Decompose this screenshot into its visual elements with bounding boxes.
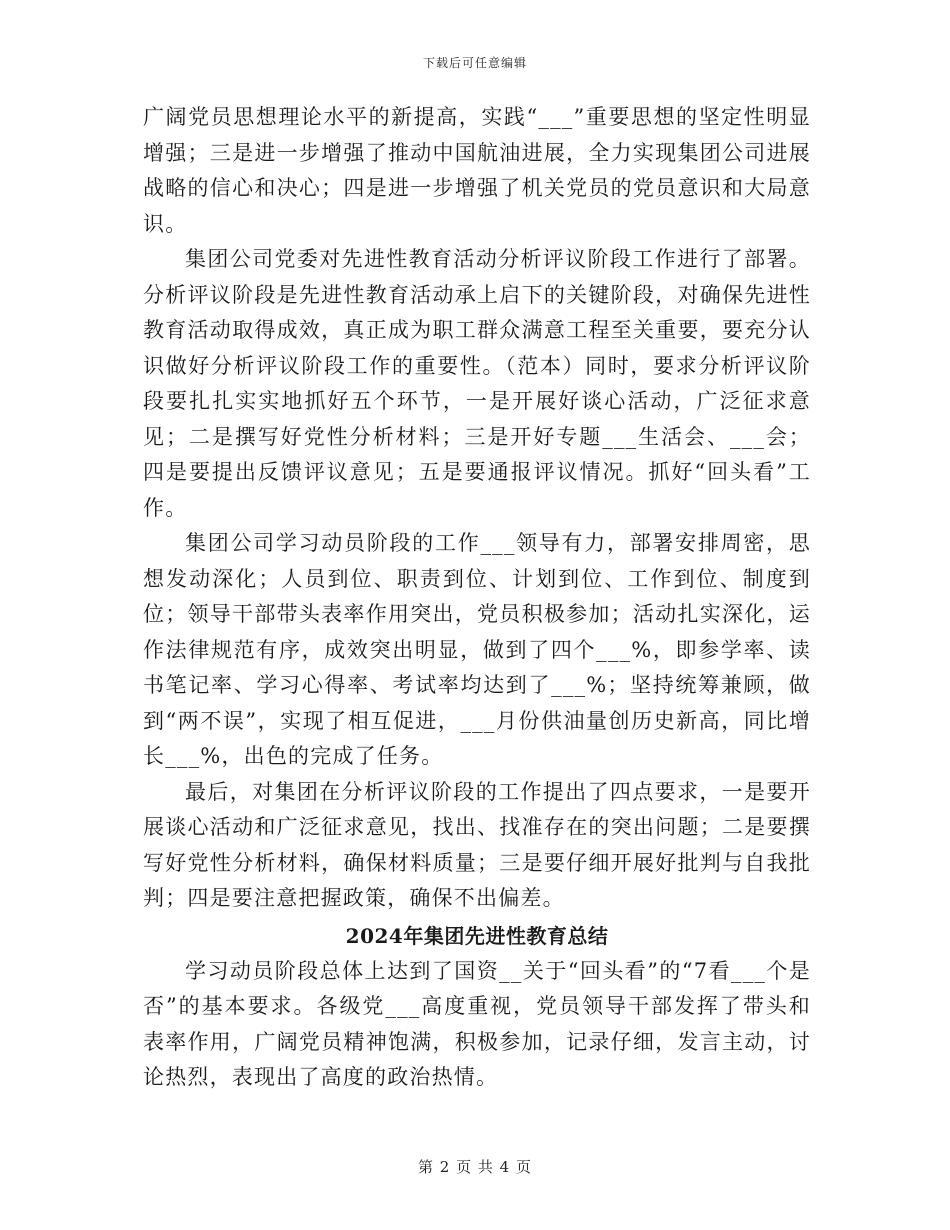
body-paragraph: 集团公司党委对先进性教育活动分析评议阶段工作进行了部署。分析评议阶段是先进性教育活动承上启下的关键阶段，对确保先进性教育活动取得成效，真正成为职工群众满意工程至关重要，要充分认识做好分析评议阶段工作的重要性。（范本）同时，要求分析评议阶段要扎扎实实地抓好五个环节，一是开展好谈心活动，广泛征求意见；二是撰写好党性分析材料；三是开好专题___生活会、___会；四是要提出反馈评议意见；五是要通报评议情况。抓好“回头看”工作。: [143, 247, 811, 520]
section-title: 2024年集团先进性教育总结: [345, 923, 609, 948]
section-paragraph: 学习动员阶段总体上达到了国资__关于“回头看”的“7看___个是否”的基本要求。各级党___高度重视，党员领导干部发挥了带头和表率作用，广阔党员精神饱满，积极参加，记录仔细，发言主动，讨论热烈，表现出了高度的政治热情。: [143, 958, 811, 1089]
page-header: 下载后可任意编辑: [422, 56, 527, 70]
body-paragraph: 广阔党员思想理论水平的新提高，实践“___”重要思想的坚定性明显增强；三是进一步增强了推动中国航油进展，全力实现集团公司进展战略的信心和决心；四是进一步增强了机关党员的党员意识和大局意识。: [143, 105, 811, 236]
document-body: [143, 100, 811, 1096]
page-footer: 第 2 页 共 4 页: [418, 1158, 532, 1176]
body-paragraph: 最后，对集团在分析评议阶段的工作提出了四点要求，一是要开展谈心活动和广泛征求意见，找出、找准存在的突出问题；二是要撰写好党性分析材料，确保材料质量；三是要仔细开展好批判与自我批判；四是要注意把握政策，确保不出偏差。: [143, 779, 811, 910]
body-paragraph: 集团公司学习动员阶段的工作___领导有力，部署安排周密，思想发动深化；人员到位、职责到位、计划到位、工作到位、制度到位；领导干部带头表率作用突出，党员积极参加；活动扎实深化，运作法律规范有序，成效突出明显，做到了四个___%，即参学率、读书笔记率、学习心得率、考试率均达到了___%；坚持统筹兼顾，做到“两不误”，实现了相互促进，___月份供油量创历史新高，同比增长___%，出色的完成了任务。: [143, 531, 811, 768]
